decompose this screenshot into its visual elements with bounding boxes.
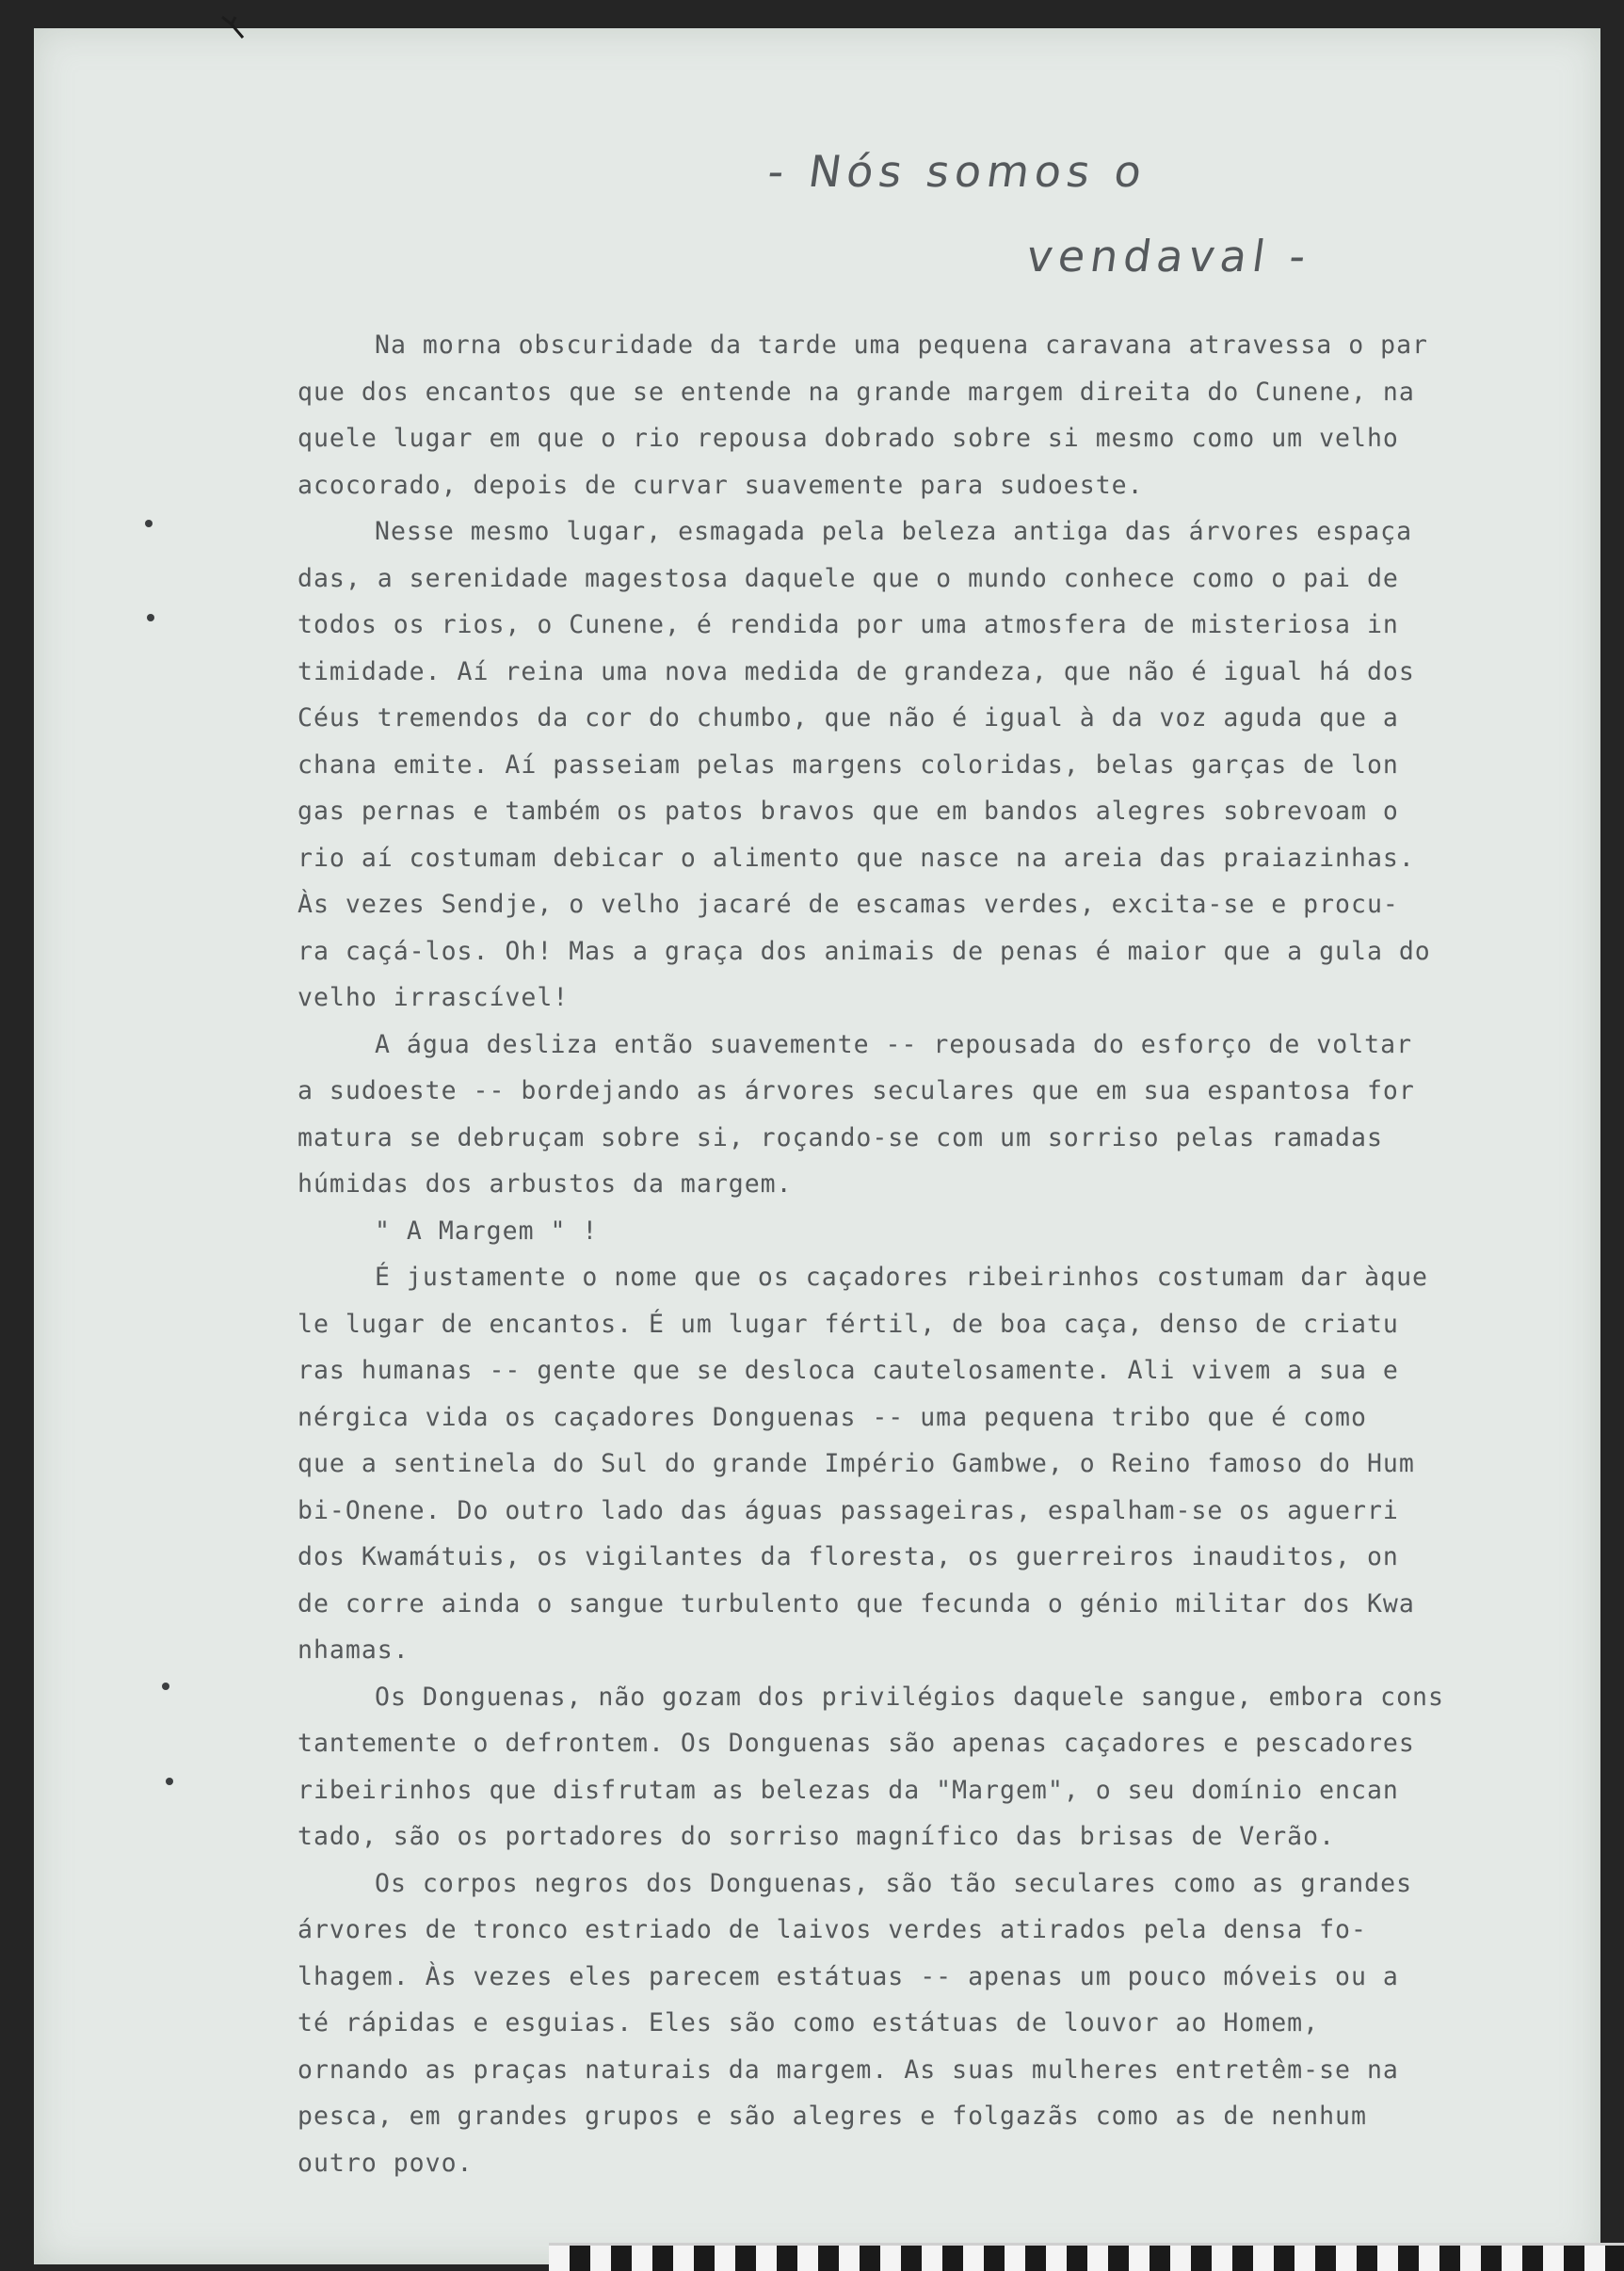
typewritten-page <box>34 28 1600 2264</box>
text-line: pesca, em grandes grupos e são alegres e folgazãs como as de nenhum <box>297 2102 1367 2131</box>
text-line: húmidas dos arbustos da margem. <box>297 1169 793 1199</box>
margin-dot <box>147 614 154 621</box>
text-line: que a sentinela do Sul do grande Império Gambwe, o Reino famoso do Hum <box>297 1449 1415 1478</box>
text-line: que dos encantos que se entende na grande margem direita do Cunene, na <box>297 377 1415 407</box>
text-line: quele lugar em que o rio repousa dobrado sobre si mesmo como um velho <box>297 424 1399 453</box>
margin-dot <box>162 1683 169 1690</box>
text-line: ra caçá-los. Oh! Mas a graça dos animais de penas é maior que a gula do <box>297 936 1431 966</box>
text-line: chana emite. Aí passeiam pelas margens coloridas, belas garças de lon <box>297 749 1399 780</box>
text-line: timidade. Aí reina uma nova medida de grandeza, que não é igual há dos <box>297 656 1415 686</box>
text-line: a sudoeste -- bordejando as árvores seculares que em sua espantosa for <box>297 1076 1415 1105</box>
text-line: tado, são os portadores do sorriso magnífico das brisas de Verão. <box>297 1822 1336 1851</box>
text-line: velho irrascível! <box>297 983 570 1012</box>
text-line: nhamas. <box>297 1635 410 1665</box>
text-line: árvores de tronco estriado de laivos verdes atirados pela densa fo- <box>297 1915 1367 1944</box>
scale-ruler <box>549 2243 1624 2271</box>
text-line: ras humanas -- gente que se desloca cautelosamente. Ali vivem a sua e <box>297 1356 1399 1385</box>
text-line: le lugar de encantos. É um lugar fértil, de boa caça, denso de criatu <box>297 1309 1399 1339</box>
margin-dot <box>145 520 153 527</box>
text-line: dos Kwamátuis, os vigilantes da floresta, os guerreiros inauditos, on <box>297 1542 1399 1571</box>
text-line: todos os rios, o Cunene, é rendida por uma atmosfera de misteriosa in <box>297 610 1399 639</box>
text-line: Nesse mesmo lugar, esmagada pela beleza antiga das árvores espaça <box>375 517 1413 546</box>
text-line: gas pernas e também os patos bravos que em bandos alegres sobrevoam o <box>297 797 1399 826</box>
text-line: Os Donguenas, não gozam dos privilégios daquele sangue, embora cons <box>375 1682 1444 1712</box>
text-line: " A Margem " ! <box>375 1216 599 1246</box>
text-line: bi-Onene. Do outro lado das águas passageiras, espalham-se os aguerri <box>297 1495 1399 1525</box>
text-line: lhagem. Às vezes eles parecem estátuas -- apenas um pouco móveis ou a <box>297 1961 1399 1991</box>
text-line: té rápidas e esguias. Eles são como estátuas de louvor ao Homem, <box>297 2008 1320 2037</box>
body-text <box>297 322 1503 2186</box>
text-line: Os corpos negros dos Donguenas, são tão seculares como as grandes <box>375 1868 1413 1898</box>
text-line: A água desliza então suavemente -- repousada do esforço de voltar <box>375 1029 1413 1059</box>
margin-dot <box>166 1778 173 1785</box>
text-line: de corre ainda o sangue turbulento que fecunda o génio militar dos Kwa <box>297 1588 1415 1619</box>
text-line: tantemente o defrontem. Os Donguenas são apenas caçadores e pescadores <box>297 1729 1415 1758</box>
text-line: nérgica vida os caçadores Donguenas -- uma pequena tribo que é como <box>297 1402 1367 1432</box>
text-line: matura se debruçam sobre si, roçando-se com um sorriso pelas ramadas <box>297 1122 1383 1152</box>
text-line: acocorado, depois de curvar suavemente para sudoeste. <box>297 470 1144 500</box>
text-line: É justamente o nome que os caçadores ribeirinhos costumam dar àque <box>375 1263 1428 1292</box>
text-line: ribeirinhos que disfrutam as belezas da "Margem", o seu domínio encan <box>297 1775 1399 1805</box>
text-line: Céus tremendos da cor do chumbo, que não é igual à da voz aguda que a <box>297 703 1399 733</box>
handwritten-title-line-1: - Nós somos o <box>764 146 1150 197</box>
text-line: das, a serenidade magestosa daquele que o mundo conhece como o pai de <box>297 563 1399 593</box>
text-line: Às vezes Sendje, o velho jacaré de escamas verdes, excita-se e procu- <box>297 890 1399 919</box>
staple-icon <box>218 13 247 41</box>
handwritten-title-line-2: vendaval - <box>1023 231 1315 282</box>
text-line: Na morna obscuridade da tarde uma pequena caravana atravessa o par <box>375 330 1428 360</box>
text-line: outro povo. <box>297 2148 474 2178</box>
text-line: ornando as praças naturais da margem. As suas mulheres entretêm-se na <box>297 2054 1399 2085</box>
text-line: rio aí costumam debicar o alimento que nasce na areia das praiazinhas. <box>297 843 1415 873</box>
